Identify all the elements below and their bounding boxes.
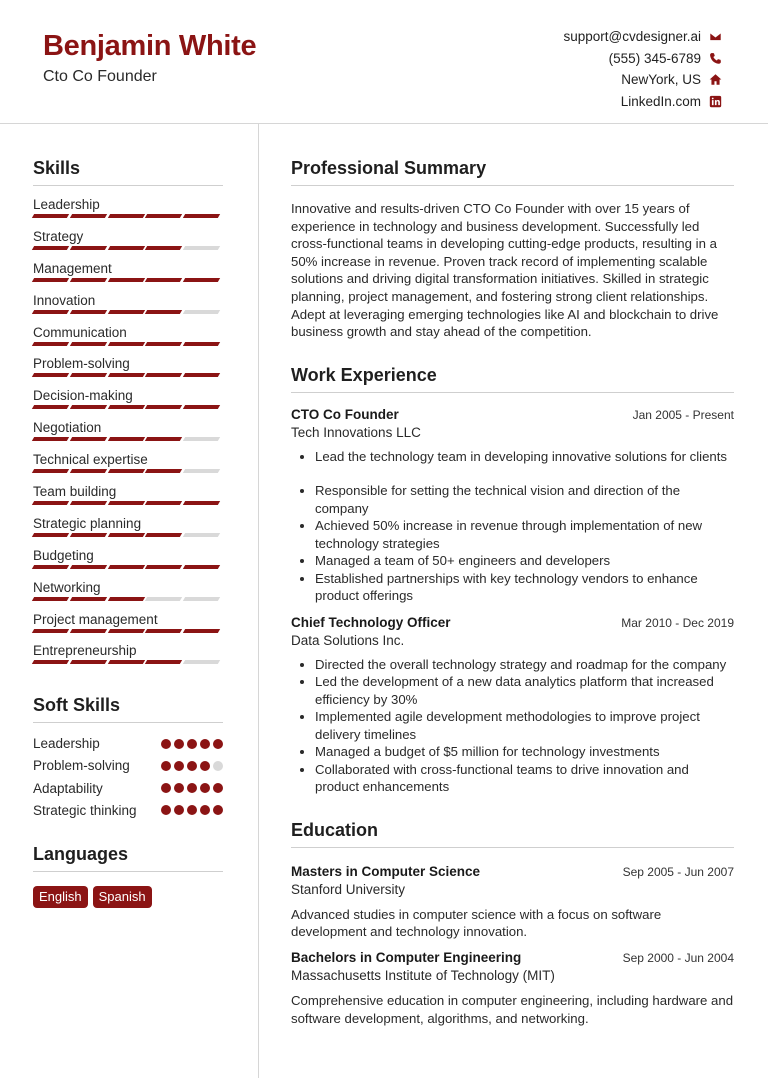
skill-level-segment	[32, 342, 69, 346]
skill-item	[33, 287, 223, 319]
skill-level-segment	[183, 214, 220, 218]
skill-level-segment	[107, 469, 144, 473]
skill-level-segment	[145, 437, 182, 441]
rating-dot	[174, 739, 184, 749]
skill-level-segment	[183, 629, 220, 633]
skill-name: Leadership	[33, 197, 100, 212]
rating-dot	[200, 739, 210, 749]
experience-heading: Work Experience	[291, 365, 734, 393]
soft-skill-name: Adaptability	[33, 780, 103, 796]
skill-level-bar	[33, 214, 223, 218]
skill-level-bar	[33, 629, 223, 633]
rating-dot	[213, 805, 223, 815]
school-name: Massachusetts Institute of Technology (MIT)	[291, 967, 555, 983]
rating-dot	[213, 783, 223, 793]
soft-skill-rating	[161, 739, 223, 749]
left-column	[33, 124, 223, 908]
rating-dot	[200, 761, 210, 771]
rating-dot	[161, 739, 171, 749]
skill-name: Networking	[33, 579, 101, 595]
skill-level-segment	[32, 310, 69, 314]
soft-skill-item	[33, 777, 223, 799]
contact-email[interactable]	[563, 26, 722, 48]
rating-dot	[187, 739, 197, 749]
skill-level-segment	[183, 501, 220, 505]
skill-level-segment	[107, 629, 144, 633]
job-bullet: Achieved 50% increase in revenue through implementation of new technology strategies	[291, 517, 734, 552]
job-entry	[291, 615, 734, 796]
soft-skill-name: Leadership	[33, 736, 100, 751]
contact-linkedin-text: LinkedIn.com	[620, 93, 701, 109]
job-bullet: Lead the technology team in developing innovative solutions for clients	[291, 448, 734, 466]
education-entry	[291, 864, 734, 941]
skill-item	[33, 223, 223, 255]
rating-dot	[213, 761, 223, 771]
education-entry	[291, 950, 734, 1027]
skill-name: Innovation	[33, 292, 96, 308]
home-icon	[708, 73, 722, 87]
skill-item	[33, 382, 223, 414]
skill-level-segment	[70, 533, 107, 537]
skill-level-bar	[33, 278, 223, 282]
skill-level-segment	[145, 342, 182, 346]
skill-item	[33, 191, 223, 223]
soft-skill-item	[33, 799, 223, 821]
skill-level-segment	[183, 310, 220, 314]
skill-level-segment	[107, 246, 144, 250]
skill-level-segment	[107, 597, 144, 601]
job-bullet: Implemented agile development methodologies to improve project delivery timelines	[291, 708, 734, 743]
language-badge: English	[33, 886, 88, 908]
candidate-name: Benjamin White	[43, 30, 257, 62]
soft-skills-list	[33, 732, 223, 821]
skill-level-segment	[32, 597, 69, 601]
skill-level-segment	[32, 278, 69, 282]
rating-dot	[174, 761, 184, 771]
rating-dot	[174, 783, 184, 793]
rating-dot	[161, 761, 171, 771]
soft-skill-item	[33, 732, 223, 754]
skill-level-bar	[33, 310, 223, 314]
soft-skill-item	[33, 755, 223, 777]
skill-level-segment	[32, 469, 69, 473]
soft-skill-name: Problem-solving	[33, 758, 130, 774]
skill-level-segment	[70, 437, 107, 441]
skill-level-segment	[107, 310, 144, 314]
skill-level-segment	[32, 629, 69, 633]
skill-level-segment	[107, 373, 144, 377]
education-date: Sep 2005 - Jun 2007	[622, 864, 734, 879]
skill-level-bar	[33, 246, 223, 250]
skill-level-segment	[145, 469, 182, 473]
job-bullets	[291, 448, 734, 605]
skill-level-segment	[107, 565, 144, 569]
skill-level-bar	[33, 469, 223, 473]
rating-dot	[187, 805, 197, 815]
skill-level-segment	[32, 501, 69, 505]
skill-level-segment	[70, 405, 107, 409]
skill-level-segment	[145, 597, 182, 601]
skill-level-segment	[32, 214, 69, 218]
skill-name: Problem-solving	[33, 356, 130, 372]
skill-item	[33, 414, 223, 446]
skill-level-segment	[32, 246, 69, 250]
skill-level-segment	[70, 310, 107, 314]
skill-level-segment	[107, 533, 144, 537]
right-column	[291, 124, 734, 1027]
skill-level-segment	[32, 533, 69, 537]
skill-level-bar	[33, 565, 223, 569]
skill-name: Team building	[33, 484, 117, 500]
skill-level-bar	[33, 373, 223, 377]
skill-level-segment	[32, 373, 69, 377]
language-badge: Spanish	[93, 886, 152, 908]
contact-phone-text: (555) 345-6789	[608, 50, 701, 66]
skill-level-segment	[183, 533, 220, 537]
skill-level-segment	[183, 437, 220, 441]
skill-item	[33, 542, 223, 574]
skill-item	[33, 350, 223, 382]
envelope-icon	[708, 30, 722, 44]
skill-level-segment	[145, 660, 182, 664]
rating-dot	[200, 805, 210, 815]
skill-level-segment	[32, 660, 69, 664]
job-title: CTO Co Founder	[291, 406, 399, 422]
skill-level-segment	[107, 278, 144, 282]
soft-skill-rating	[161, 783, 223, 793]
column-divider	[258, 124, 259, 1078]
skill-level-bar	[33, 533, 223, 537]
skill-level-segment	[70, 629, 107, 633]
skill-level-segment	[70, 342, 107, 346]
skill-item	[33, 446, 223, 478]
contact-location-text: NewYork, US	[621, 72, 701, 88]
skill-level-segment	[32, 437, 69, 441]
degree-title: Masters in Computer Science	[291, 863, 481, 879]
skill-level-segment	[107, 660, 144, 664]
skill-name: Negotiation	[33, 420, 102, 436]
skill-level-segment	[145, 278, 182, 282]
skill-name: Entrepreneurship	[33, 643, 137, 659]
skill-level-segment	[183, 660, 220, 664]
skill-item	[33, 319, 223, 351]
soft-skill-name: Strategic thinking	[33, 802, 137, 818]
skill-level-segment	[107, 405, 144, 409]
skill-item	[33, 574, 223, 606]
skill-name: Project management	[33, 611, 158, 627]
skill-level-segment	[183, 597, 220, 601]
skill-level-segment	[183, 405, 220, 409]
phone-icon	[708, 51, 722, 65]
job-bullet: Established partnerships with key technology vendors to enhance product offerings	[291, 570, 734, 605]
job-bullet: Managed a team of 50+ engineers and developers	[291, 552, 734, 570]
skills-list	[33, 191, 223, 669]
skill-level-segment	[145, 310, 182, 314]
skill-level-bar	[33, 660, 223, 664]
skill-name: Strategic planning	[33, 515, 142, 531]
skill-level-segment	[107, 501, 144, 505]
job-date: Mar 2010 - Dec 2019	[621, 615, 734, 630]
skill-level-bar	[33, 501, 223, 505]
skill-item	[33, 637, 223, 669]
job-bullet: Directed the overall technology strategy and roadmap for the company	[291, 656, 734, 674]
soft-skills-heading: Soft Skills	[33, 695, 223, 723]
skill-level-segment	[183, 246, 220, 250]
skill-level-segment	[145, 373, 182, 377]
skill-level-segment	[70, 501, 107, 505]
skill-item	[33, 606, 223, 638]
skill-level-segment	[70, 660, 107, 664]
skill-name: Strategy	[33, 228, 84, 244]
skill-level-segment	[183, 278, 220, 282]
skill-level-segment	[145, 405, 182, 409]
skill-item	[33, 255, 223, 287]
skill-level-bar	[33, 437, 223, 441]
soft-skill-rating	[161, 805, 223, 815]
skill-level-segment	[183, 565, 220, 569]
skill-level-segment	[145, 214, 182, 218]
job-title: Chief Technology Officer	[291, 614, 451, 630]
job-company: Data Solutions Inc.	[291, 632, 405, 648]
job-bullet: Collaborated with cross-functional teams to drive innovation and product enhancements	[291, 761, 734, 796]
skill-level-bar	[33, 597, 223, 601]
skill-level-segment	[107, 214, 144, 218]
skill-name: Management	[33, 260, 112, 276]
soft-skill-rating	[161, 761, 223, 771]
education-description: Advanced studies in computer science with a focus on software development and technology innovation.	[291, 906, 662, 940]
job-bullets	[291, 656, 734, 796]
skill-level-segment	[145, 246, 182, 250]
languages-heading: Languages	[33, 844, 223, 872]
skill-level-segment	[183, 469, 220, 473]
education-date: Sep 2000 - Jun 2004	[622, 950, 734, 965]
skill-level-segment	[70, 373, 107, 377]
skill-level-segment	[183, 342, 220, 346]
skill-level-segment	[70, 246, 107, 250]
skill-level-bar	[33, 342, 223, 346]
skill-name: Technical expertise	[33, 452, 148, 468]
skill-level-segment	[183, 373, 220, 377]
skill-name: Communication	[33, 324, 127, 340]
rating-dot	[200, 783, 210, 793]
skill-name: Budgeting	[33, 547, 94, 563]
school-name: Stanford University	[291, 881, 406, 897]
job-company: Tech Innovations LLC	[291, 424, 421, 440]
skills-heading: Skills	[33, 158, 223, 186]
resume-header	[0, 0, 768, 124]
languages-list	[33, 886, 223, 908]
skill-level-segment	[32, 565, 69, 569]
linkedin-icon	[708, 94, 722, 108]
skill-level-segment	[70, 214, 107, 218]
skill-level-segment	[145, 565, 182, 569]
skill-level-bar	[33, 405, 223, 409]
contact-location	[563, 69, 722, 91]
rating-dot	[187, 761, 197, 771]
job-bullet: Responsible for setting the technical vision and direction of the company	[291, 482, 734, 517]
rating-dot	[161, 783, 171, 793]
degree-title: Bachelors in Computer Engineering	[291, 949, 522, 965]
rating-dot	[187, 783, 197, 793]
skill-level-segment	[145, 501, 182, 505]
contact-block	[563, 26, 722, 112]
rating-dot	[213, 739, 223, 749]
job-bullet: Managed a budget of $5 million for technology investments	[291, 743, 734, 761]
education-heading: Education	[291, 820, 734, 848]
skill-level-segment	[145, 629, 182, 633]
skill-level-segment	[70, 278, 107, 282]
skill-level-segment	[145, 533, 182, 537]
education-description: Comprehensive education in computer engineering, including hardware and software development, algorithms, and networking.	[291, 992, 734, 1026]
skill-level-segment	[70, 469, 107, 473]
skill-level-segment	[107, 342, 144, 346]
summary-text: Innovative and results-driven CTO Co Founder with over 15 years of experience in technology and business development. Successfully led cross-functional teams in developing cutting-edge products, resulting in a 50% increase in revenue. Proven track record of implementing scalable solutions and driving digital transformation initiatives. Skilled in strategic planning, project management, and fostering strong client relationships. Adept at leveraging emerging technologies like AI and blockchain to drive business growth and stay ahead of the competition.	[291, 201, 719, 340]
skill-name: Decision-making	[33, 388, 133, 404]
skill-level-segment	[107, 437, 144, 441]
rating-dot	[161, 805, 171, 815]
skill-item	[33, 478, 223, 510]
job-entry	[291, 407, 734, 605]
skill-level-segment	[32, 405, 69, 409]
rating-dot	[174, 805, 184, 815]
job-date: Jan 2005 - Present	[632, 407, 734, 422]
summary-heading: Professional Summary	[291, 158, 734, 186]
contact-email-text: support@cvdesigner.ai	[563, 29, 701, 45]
contact-phone[interactable]	[563, 48, 722, 70]
skill-level-segment	[70, 565, 107, 569]
skill-item	[33, 510, 223, 542]
contact-linkedin[interactable]	[563, 91, 722, 113]
candidate-title: Cto Co Founder	[43, 68, 157, 85]
skill-level-segment	[70, 597, 107, 601]
job-bullet: Led the development of a new data analytics platform that increased efficiency by 30%	[291, 673, 734, 708]
